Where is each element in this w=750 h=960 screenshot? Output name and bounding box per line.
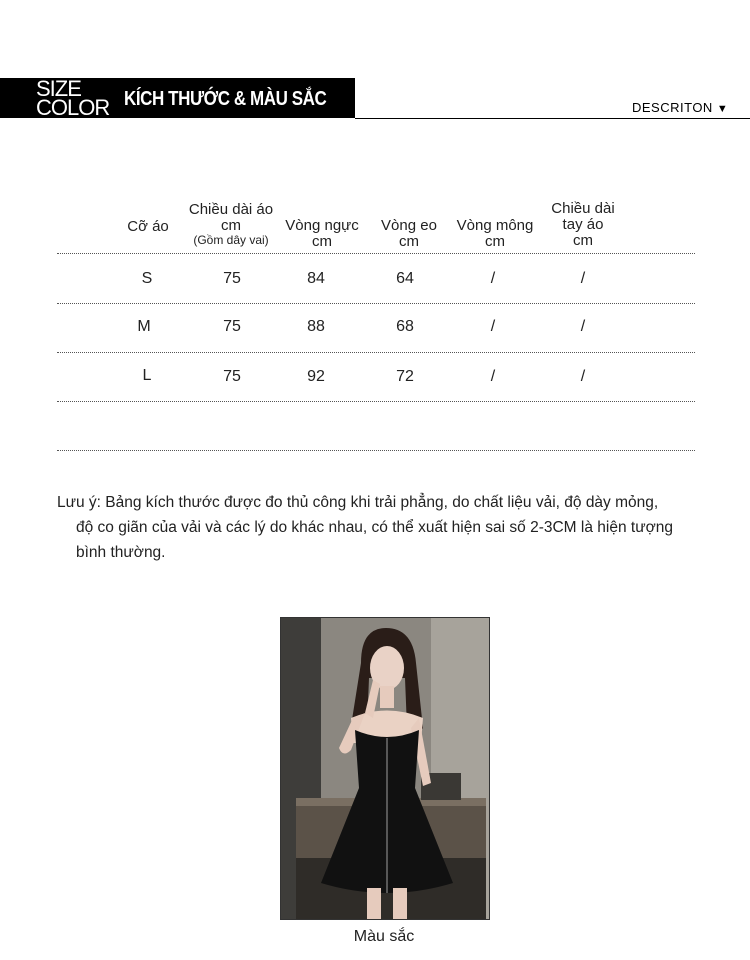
bust-cell: 92 xyxy=(307,368,325,385)
header-vong-mong: Vòng mông cm xyxy=(456,217,534,250)
table-divider xyxy=(57,450,695,451)
hip-cell: / xyxy=(490,318,496,335)
measurement-note xyxy=(57,490,717,565)
length-cell: 75 xyxy=(223,368,241,385)
table-divider xyxy=(57,253,695,254)
product-photo xyxy=(280,617,490,920)
section-title: KÍCH THƯỚC & MÀU SẮC xyxy=(124,88,327,110)
waist-cell: 68 xyxy=(396,318,414,335)
size-cell: S xyxy=(141,270,153,287)
table-divider xyxy=(57,352,695,353)
table-divider xyxy=(57,401,695,402)
note-line: bình thường. xyxy=(76,544,166,561)
header-chieu-dai-ao: Chiều dài áo cm (Gồm dây vai) xyxy=(188,201,274,247)
size-cell: M xyxy=(137,318,151,335)
sleeve-cell: / xyxy=(580,368,586,385)
hip-cell: / xyxy=(490,270,496,287)
color-caption: Màu sắc xyxy=(353,928,415,945)
triangle-down-icon: ▼ xyxy=(716,103,729,115)
hip-cell: / xyxy=(490,368,496,385)
descriton-text: DESCRITON xyxy=(632,100,713,115)
length-cell: 75 xyxy=(223,270,241,287)
length-cell: 75 xyxy=(223,318,241,335)
header-vong-nguc: Vòng ngực cm xyxy=(285,217,359,250)
header-chieu-dai-tay-ao: Chiều dài tay áo cm xyxy=(551,200,615,249)
logo-color-text: COLOR xyxy=(36,95,110,120)
bust-cell: 88 xyxy=(307,318,325,335)
note-line: độ co giãn của vải và các lý do khác nhau, có thể xuất hiện sai số 2-3CM là hiện tượng xyxy=(76,519,673,536)
header-vong-eo: Vòng eo cm xyxy=(381,217,437,250)
bust-cell: 84 xyxy=(307,270,325,287)
table-divider xyxy=(57,303,695,304)
header-co-ao: Cỡ áo xyxy=(127,218,169,235)
header-divider xyxy=(355,118,750,119)
logo-size-text: SIZE xyxy=(36,76,81,101)
sleeve-cell: / xyxy=(580,318,586,335)
waist-cell: 72 xyxy=(396,368,414,385)
note-line: Lưu ý: Bảng kích thước được đo thủ công khi trải phẳng, do chất liệu vải, độ dày mỏng, xyxy=(57,494,659,511)
waist-cell: 64 xyxy=(396,270,414,287)
size-cell: L xyxy=(142,367,152,384)
sleeve-cell: / xyxy=(580,270,586,287)
descriton-label xyxy=(632,100,728,115)
